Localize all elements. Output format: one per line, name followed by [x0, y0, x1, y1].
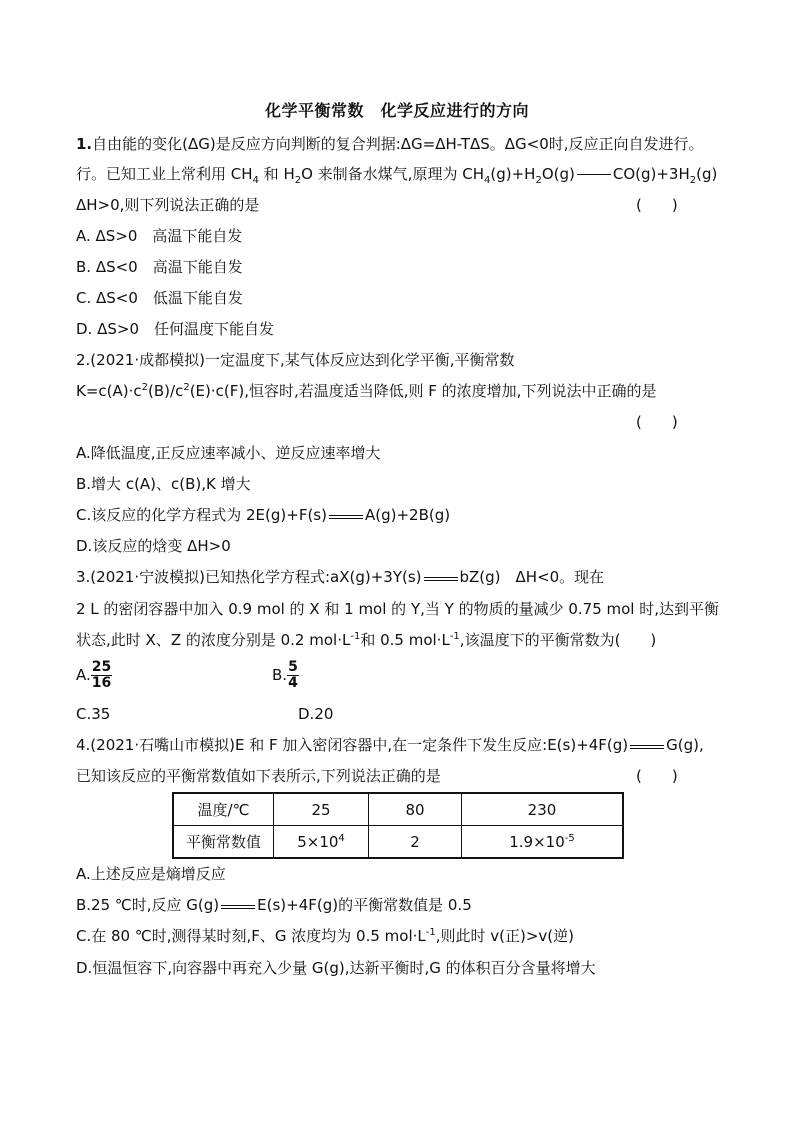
q3-option-c: C.35 — [76, 705, 111, 723]
equilibrium-constant-table — [172, 792, 624, 859]
q2-option-b: B.增大 c(A)、c(B),K 增大 — [76, 475, 251, 493]
q1-line-1 — [76, 133, 720, 155]
table-header-cell: 温度/℃ — [173, 793, 274, 826]
q4-line-2: 已知该反应的平衡常数值如下表所示,下列说法正确的是 — [76, 767, 441, 785]
q4-option-b: B.25 ℃时,反应 G(g) E(s)+4F(g)的平衡常数值是 0.5 — [76, 896, 472, 914]
table-cell: $5\times 10^4$ — [274, 826, 369, 859]
q1-option-a: A. ΔS>0 高温下能自发 — [76, 227, 243, 245]
equilibrium-arrow-icon — [422, 573, 460, 583]
equals-arrow-icon — [575, 170, 613, 180]
q2-line-2: $K=c(A)\cdot c^2(B)/c^2(E)\cdot c(F)$,恒容时,若温度适当降低,则 F 的浓度增加,下列说法中正确的是 — [76, 382, 657, 400]
q3-line-2: 2 L 的密闭容器中加入 0.9 mol 的 X 和 1 mol 的 Y,当 Y 的物质的量减少 0.75 mol 时,达到平衡 — [76, 600, 719, 618]
fraction: $\frac{5}{4}$ — [288, 659, 298, 691]
q1-text-1: 自由能的变化(ΔG)是反应方向判断的复合判据:ΔG=ΔH-TΔS。ΔG<0时,反应正向自发进行。 — [92, 135, 704, 153]
equilibrium-arrow-icon — [219, 901, 257, 911]
q4-option-d: D.恒温恒容下,向容器中再充入少量 G(g),达新平衡时,G 的体积百分含量将增大 — [76, 959, 596, 977]
q2-option-d: D.该反应的焓变 ΔH>0 — [76, 537, 231, 555]
q1-option-d: D. ΔS>0 任何温度下能自发 — [76, 320, 274, 338]
fraction: $\frac{25}{16}$ — [91, 659, 112, 691]
table-header-cell: 230 — [462, 793, 624, 826]
q2-option-a: A.降低温度,正反应速率减小、逆反应速率增大 — [76, 444, 381, 462]
equilibrium-arrow-icon — [628, 741, 666, 751]
q3-option-a: A. $\frac{25}{16}$ — [76, 659, 112, 691]
table-cell: $1.9\times 10^{-5}$ — [462, 826, 624, 859]
q2-answer-paren: ( ) — [636, 413, 678, 431]
q2-option-c: C.该反应的化学方程式为 2E(g)+F(s) A(g)+2B(g) — [76, 506, 451, 524]
q1-answer-paren: ( ) — [636, 196, 678, 214]
table-row — [173, 826, 623, 859]
q1-number: 1. — [76, 135, 93, 153]
q3-line-1: 3.(2021·宁波模拟)已知热化学方程式:aX(g)+3Y(s) bZ(g) ΔH<0。现在 — [76, 568, 605, 586]
q3-option-d: D.20 — [298, 705, 334, 723]
page-title: 化学平衡常数 化学反应进行的方向 — [264, 101, 529, 120]
q4-line-1: 4.(2021·石嘴山市模拟)E 和 F 加入密闭容器中,在一定条件下发生反应:E(s)+4F(g) G(g), — [76, 736, 704, 754]
table-cell: 平衡常数值 — [173, 826, 274, 859]
q1-option-b: B. ΔS<0 高温下能自发 — [76, 258, 243, 276]
q1-option-c: C. ΔS<0 低温下能自发 — [76, 289, 243, 307]
q3-option-b: B. $\frac{5}{4}$ — [272, 659, 298, 691]
equilibrium-arrow-icon — [327, 511, 365, 521]
q3-line-3: 状态,此时 X、Z 的浓度分别是 0.2 $mol\cdot L^{-1}$和 0.5 $mol\cdot L^{-1}$,该温度下的平衡常数为( ) — [76, 631, 657, 649]
table-header-cell: 80 — [369, 793, 462, 826]
q4-option-a: A.上述反应是熵增反应 — [76, 865, 226, 883]
q2-line-1: 2.(2021·成都模拟)一定温度下,某气体反应达到化学平衡,平衡常数 — [76, 351, 515, 369]
table-cell: 2 — [369, 826, 462, 859]
q4-answer-paren: ( ) — [636, 767, 678, 785]
q1-line-2: 行。已知工业上常利用 $CH_4$ 和 $H_2O$ 来制备水煤气,原理为 $CH_4(g)+H_2O(g)$ $CO(g)+3H_2(g)$ — [76, 165, 718, 186]
q4-option-c: C.在 80 ℃时,测得某时刻,F、G 浓度均为 0.5 $mol\cdot L^{-1}$,则此时 v(正)>v(逆) — [76, 927, 575, 945]
table-header-cell: 25 — [274, 793, 369, 826]
q1-line-3: ΔH>0,则下列说法正确的是 — [76, 196, 260, 214]
table-row — [173, 793, 623, 826]
